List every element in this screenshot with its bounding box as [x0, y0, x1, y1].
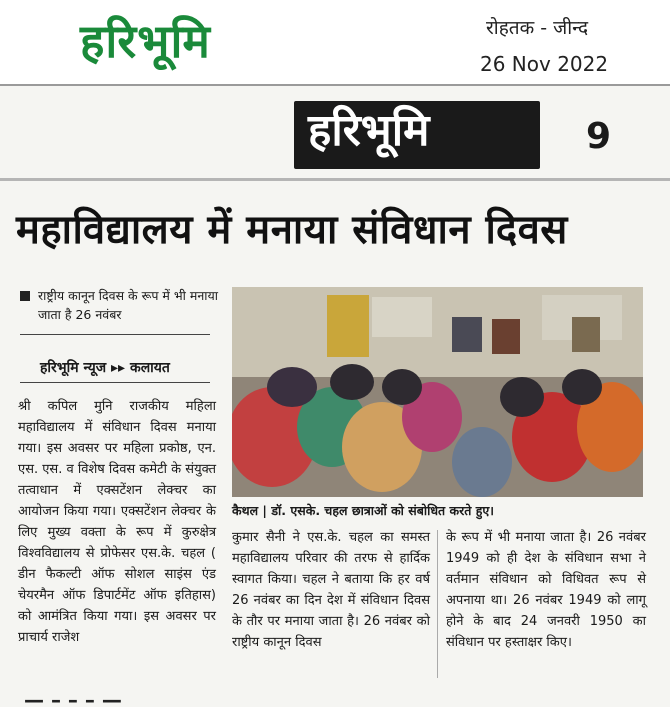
bullet-icon — [20, 291, 30, 301]
divider — [0, 178, 670, 181]
column-divider — [437, 530, 438, 678]
edition-label: रोहतक - जीन्द — [486, 17, 589, 39]
photo-caption: कैथल | डॉ. एसके. चहल छात्राओं को संबोधित करते हुए। — [232, 503, 494, 518]
article-headline: महाविद्यालय में मनाया संविधान दिवस — [16, 207, 568, 253]
masthead — [294, 101, 540, 169]
page-number: 9 — [586, 116, 612, 157]
cutoff-text: — – – – — — [24, 688, 122, 707]
article-photo — [232, 287, 643, 497]
article-column-2: कुमार सैनी ने एस.के. चहल का समस्त महाविद्यालय परिवार की तरफ से हार्दिक स्वागत किया। चहल ने बताया कि हर वर्ष 26 नवंबर का दिन देश में संविधान दिवस के तौर पर मनाया जाता है। 26 नवंबर को राष्ट्रीय कानून दिवस — [232, 530, 430, 650]
article-summary: राष्ट्रीय कानून दिवस के रूप में भी मनाया जाता है 26 नवंबर — [38, 288, 218, 322]
divider — [20, 334, 210, 335]
masthead-logo: हरिभूमि — [308, 105, 430, 156]
article-column-3: के रूप में भी मनाया जाता है। 26 नवंबर 1949 को ही देश के संविधान सभा ने वर्तमान संविधान को विधिवत रूप से अपनाया था। 26 नवंबर 1949 को लागू होने के बाद 24 जनवरी 1950 का संविधान पर हस्ताक्षर किए। — [446, 530, 646, 650]
brand-logo: हरिभूमि — [80, 14, 211, 68]
photo-illustration — [232, 287, 643, 497]
divider — [0, 84, 670, 86]
edition-date: 26 Nov 2022 — [480, 52, 609, 76]
divider — [20, 382, 210, 383]
article-column-1: श्री कपिल मुनि राजकीय महिला महाविद्यालय में संविधान दिवस मनाया गया। इस अवसर पर महिला प्रकोष्ठ, एन. एस. एस. व विशेष दिवस कमेटी के संयुक्त तत्वाधान में एक्सटेंशन लेक्चर का आयोजन किया गया। एक्सटेंशन लेक्चर के लिए मुख्य वक्ता के रूप में कुरुक्षेत्र विश्वविद्यालय से प्रोफेसर एस.के. चहल ( डीन फैकल्टी ऑफ सोशल साइंस एंड चेयरमैन ऑफ डिपार्टमेंट ऑफ इतिहास) को आमंत्रित किया गया। इस अवसर पर प्राचार्य राजेश — [18, 399, 216, 645]
top-header — [0, 0, 670, 84]
byline: हरिभूमि न्यूज ▸▸ कलायत — [40, 360, 170, 376]
